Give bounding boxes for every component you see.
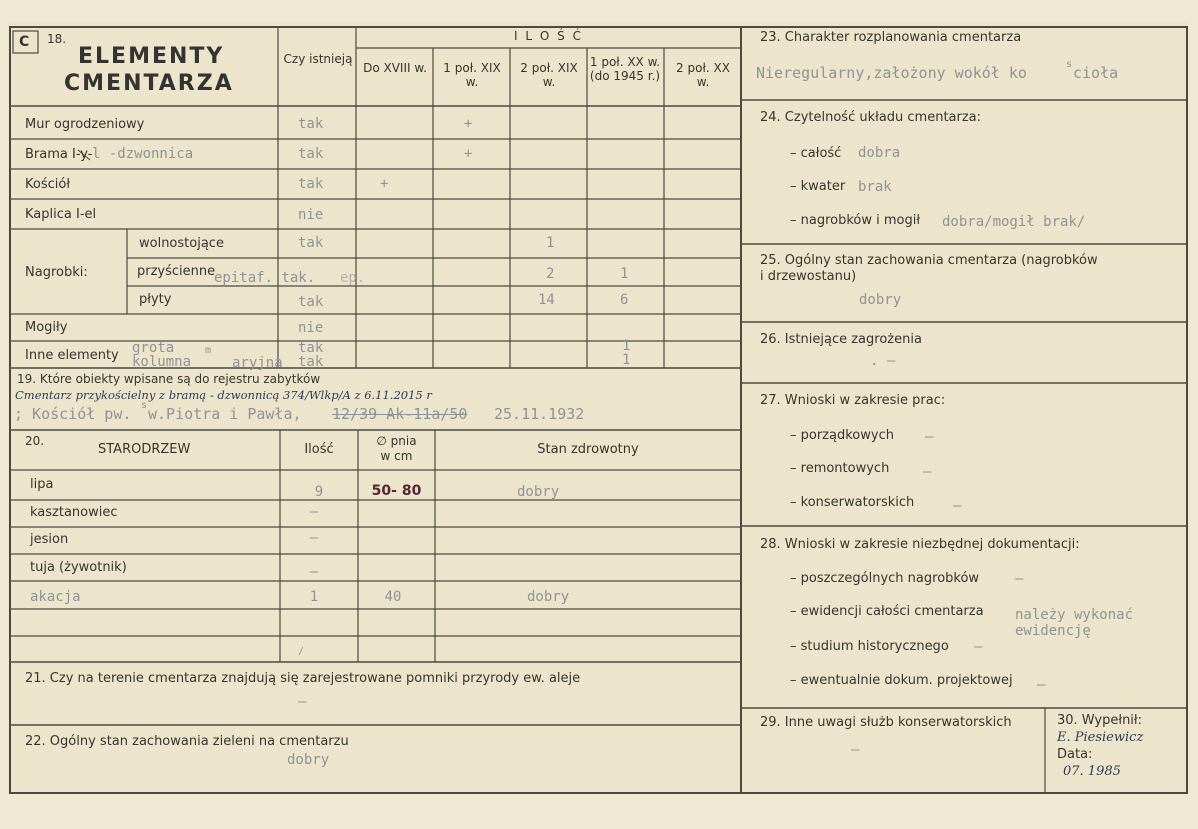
section-19-typed-prefix: ; Kościół pw. [14, 405, 132, 423]
section-28-ewid: – ewidencji całości cmentarza [790, 604, 984, 619]
row-wolno-p2-19: 1 [546, 235, 555, 251]
tree-stray-mark: / [298, 646, 305, 657]
row-inne-typed-1: grota [132, 340, 175, 356]
row-mur-label: Mur ogrodzeniowy [25, 117, 145, 132]
section-20-number: 20. [25, 434, 45, 448]
row-inne-typed-2: kolumna [132, 354, 192, 370]
section-27-item-3-value: – [953, 498, 962, 514]
row-mur-mark: + [464, 116, 473, 132]
section-24-kwater: – kwater [790, 179, 846, 194]
section-24-question: 24. Czytelność układu cmentarza: [760, 110, 982, 125]
tree-row-4-count: – [309, 564, 319, 580]
section-28-projekt: – ewentualnie dokum. projektowej [790, 673, 1013, 688]
section-22-question: 22. Ogólny stan zachowania zieleni na cmentarzu [25, 734, 349, 749]
section-27-item-1-value: – [925, 429, 934, 445]
section-24-kwater-value: brak [858, 179, 892, 195]
section-19-handwritten: Cmentarz przykościelny z bramą - dzwonnicą 374/Wlkp/A z 6.11.2015 r [15, 388, 432, 402]
row-plyty-p1-20: 6 [620, 292, 629, 308]
tree-row-2-name: kasztanowiec [30, 505, 118, 520]
tree-row-5-state: dobry [527, 589, 570, 605]
section-23-answer-end: cioła [1073, 64, 1119, 82]
col-period-2: 1 poł. XIX w. [443, 61, 501, 89]
tree-row-5-count: 1 [309, 589, 319, 605]
row-inne-typed-4: aryjna [232, 355, 283, 371]
row-inne-exists-1: tak [298, 340, 324, 356]
tree-row-1-name: lipa [30, 477, 54, 492]
tree-col-wcm: w cm [380, 449, 413, 463]
section-28-studium: – studium historycznego [790, 639, 949, 654]
row-inne-v1: 1 [622, 338, 631, 354]
tree-col-phi: ∅ pnia [376, 434, 417, 448]
section-19-typed-main: w.Piotra i Pawła, [148, 405, 302, 423]
tree-row-1-diam: 50- 80 [371, 483, 422, 499]
section-24-calosc-value: dobra [858, 145, 901, 161]
section-25-question-l1: 25. Ogólny stan zachowania cmentarza (nagrobków [760, 253, 1098, 268]
row-przys-typed-ghost: ep. [340, 270, 366, 286]
section-28-poszcz: – poszczególnych nagrobków [790, 571, 980, 586]
section-29-answer: – [851, 742, 860, 758]
row-brama-mark: + [464, 146, 473, 162]
row-kosciol-exists: tak [298, 176, 324, 192]
row-przys-p2-19: 2 [546, 266, 555, 282]
section-28-poszcz-value: – [1015, 571, 1024, 587]
section-23-answer-s: s [1066, 59, 1073, 70]
row-inne-v2: 1 [622, 352, 631, 368]
row-przys-p1-20: 1 [620, 266, 629, 282]
col-period-3: 2 poł. XIX w. [520, 61, 578, 89]
section-28-ewid-value-2: ewidencję [1015, 623, 1091, 639]
section-21-question: 21. Czy na terenie cmentarza znajdują się zarejestrowane pomniki przyrody ew. aleje [25, 671, 581, 686]
section-29-question: 29. Inne uwagi służb konserwatorskich [760, 715, 1012, 730]
tree-row-3-name: jesion [30, 532, 69, 547]
row-kaplica-label: Kaplica I-el [25, 207, 97, 222]
row-brama-label: Brama I-y- [25, 147, 93, 162]
col-period-1: Do XVIII w. [363, 61, 427, 75]
tree-row-1-count: 9 [314, 484, 324, 500]
row-przys-typed: epitaf. tak. [214, 270, 316, 286]
section-18-number: 18. [47, 32, 67, 46]
tree-col-count: Ilość [304, 442, 334, 457]
section-19-typed-struck: 12/39 Ak-11a/50 [332, 405, 468, 423]
row-kosciol-label: Kościół [25, 177, 71, 192]
section-letter: C [19, 34, 30, 50]
section-24-nagrob-value: dobra/mogił brak/ [942, 214, 1086, 230]
row-brama-typed: l -dzwonnica [92, 146, 194, 162]
row-mogily-label: Mogiły [25, 320, 68, 335]
col-period-5: 2 poł. XX w. [676, 61, 730, 89]
section-24-calosc: – całość [790, 146, 842, 161]
section-28-projekt-value: – [1037, 677, 1046, 693]
tree-row-5-diam: 40 [384, 589, 402, 605]
section-18-title-line1: ELEMENTY [78, 44, 225, 69]
row-inne-exists-2: tak [298, 354, 324, 370]
section-27-item-2: – remontowych [790, 461, 890, 476]
row-inne-typed-3: m [205, 345, 212, 356]
section-25-question-l2: i drzewostanu) [760, 269, 857, 284]
row-przys-label: przyścienne [137, 264, 216, 279]
section-18-title-line2: CMENTARZA [64, 71, 234, 96]
section-28-ewid-value-1: należy wykonać [1015, 607, 1134, 623]
tree-col-state: Stan zdrowotny [537, 442, 639, 457]
row-plyty-p2-19: 14 [538, 292, 555, 308]
col-period-4: 1 poł. XX w. (do 1945 r.) [589, 55, 661, 83]
tree-row-4-name: tuja (żywotnik) [30, 560, 127, 575]
section-30-label: 30. Wypełnił: [1057, 713, 1142, 728]
row-wolno-label: wolnostojące [139, 236, 224, 251]
row-brama-exists: tak [298, 146, 324, 162]
tree-row-5-name: akacja [30, 589, 81, 605]
section-19-typed-date: 25.11.1932 [494, 405, 585, 423]
section-27-question: 27. Wnioski w zakresie prac: [760, 393, 946, 408]
row-mogily-exists: nie [298, 320, 324, 336]
section-30-date-label: Data: [1057, 747, 1093, 762]
col-quantity-header: I L O Ś Ć [514, 29, 583, 43]
section-27-item-1: – porządkowych [790, 428, 894, 443]
section-21-answer: – [298, 694, 307, 710]
section-28-question: 28. Wnioski w zakresie niezbędnej dokumentacji: [760, 537, 1080, 552]
section-23-answer: Nieregularny,założony wokół ko [756, 64, 1027, 82]
section-30-date: 07. 1985 [1063, 764, 1121, 779]
section-25-answer: dobry [859, 292, 902, 308]
row-wolno-exists: tak [298, 235, 324, 251]
tree-row-3-count: – [309, 530, 319, 546]
tree-row-1-state: dobry [517, 484, 560, 500]
section-27-item-2-value: – [923, 464, 932, 480]
section-26-question: 26. Istniejące zagrożenia [760, 332, 922, 347]
tree-row-2-count: – [309, 504, 319, 520]
row-kaplica-exists: nie [298, 207, 324, 223]
section-19-typed-s: s [141, 400, 148, 411]
row-plyty-exists: tak [298, 294, 324, 310]
section-20-title: STARODRZEW [98, 442, 191, 457]
section-30-name: E. Piesiewicz [1057, 730, 1144, 745]
section-27-item-3: – konserwatorskich [790, 495, 915, 510]
row-nagrobki-label: Nagrobki: [25, 265, 88, 280]
section-23-question: 23. Charakter rozplanowania cmentarza [760, 30, 1022, 45]
section-26-answer: . – [870, 353, 896, 369]
row-kosciol-mark: + [380, 176, 389, 192]
section-24-nagrob: – nagrobków i mogił [790, 213, 921, 228]
row-mur-exists: tak [298, 116, 324, 132]
section-19-question: 19. Które obiekty wpisane są do rejestru zabytków [17, 372, 321, 386]
row-inne-label: Inne elementy [25, 348, 119, 363]
section-22-answer: dobry [287, 752, 330, 768]
col-exists-header: Czy istnieją [283, 52, 353, 66]
section-28-studium-value: – [974, 639, 983, 655]
row-plyty-label: płyty [139, 292, 172, 307]
